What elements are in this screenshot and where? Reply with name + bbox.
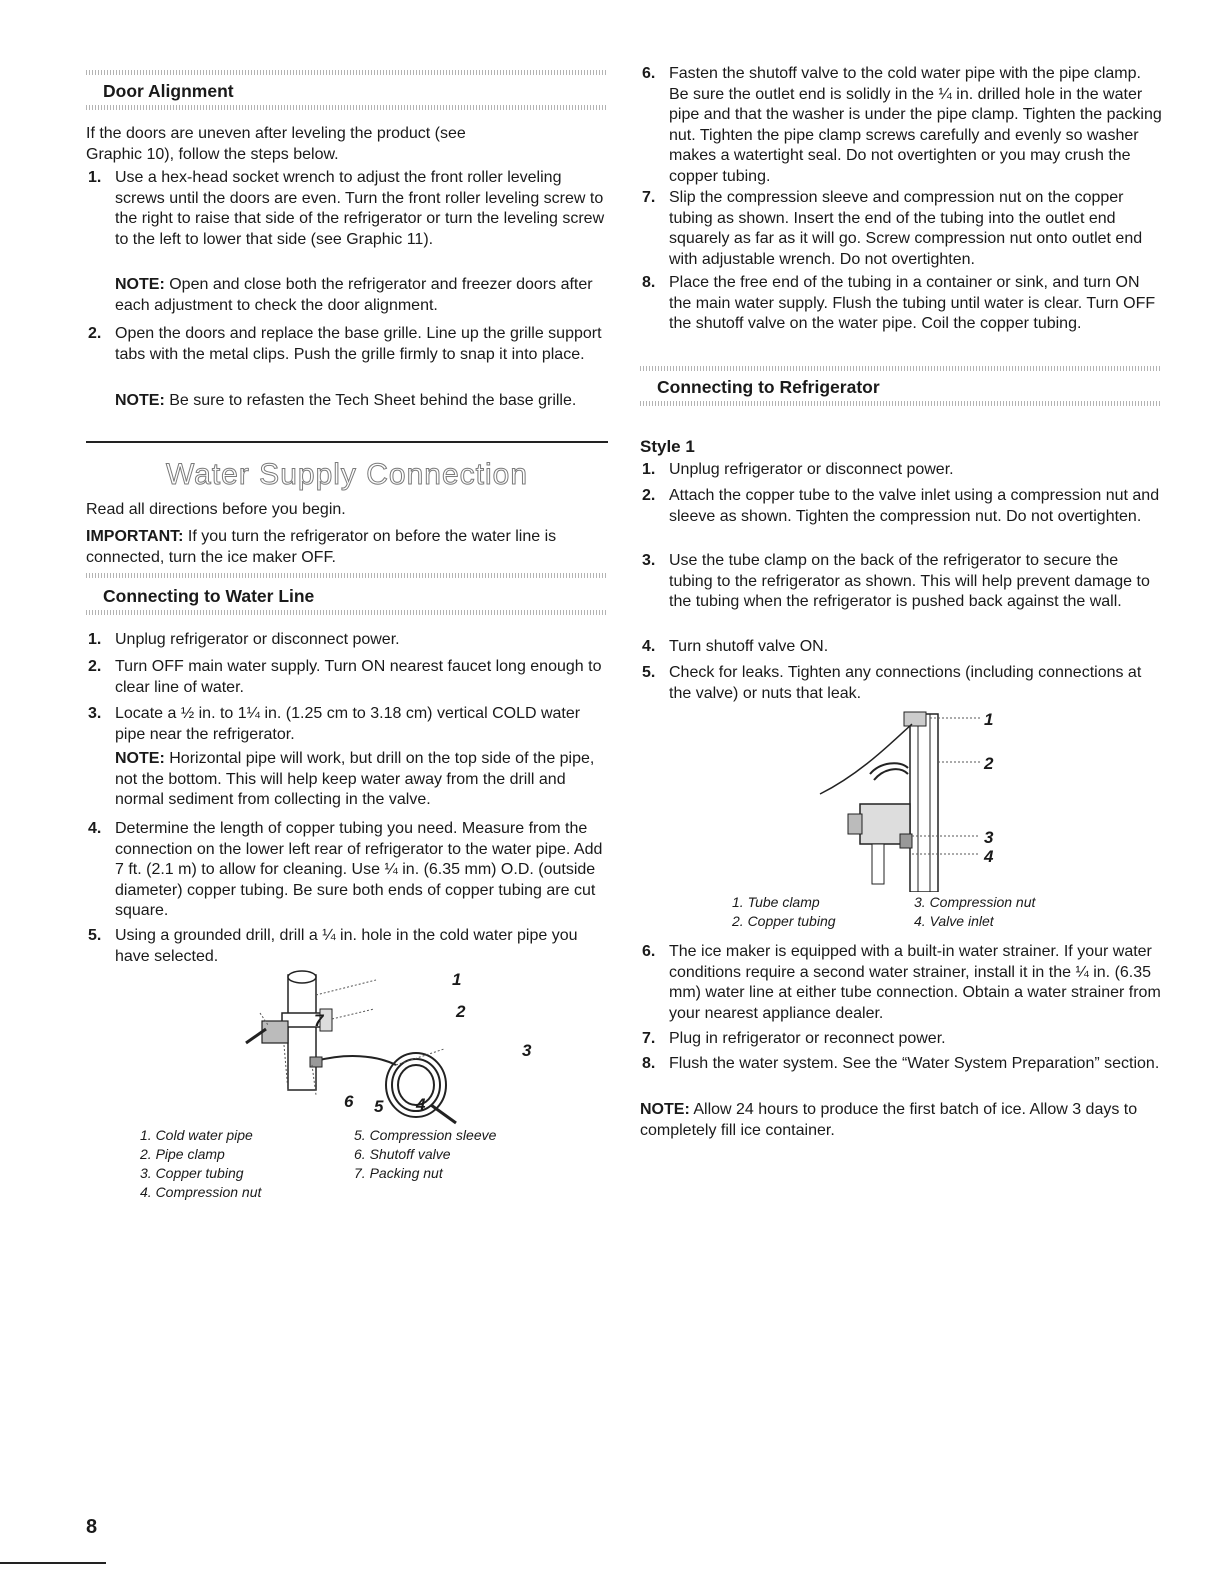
final-step-8: 8. Flush the water system. See the “Water System Preparation” section. — [642, 1055, 1160, 1072]
caption: 2. Pipe clamp — [140, 1146, 225, 1162]
fig1-callout-1: 1 — [452, 970, 462, 989]
door-step-1: 1. Use a hex-head socket wrench to adjust the front roller leveling screws until the doors are even. Turn the front roller leveling screw to the right to raise that side of the refrigerator or turn the leveling screw to the left to lower that side (see Graphic 11). — [88, 169, 605, 248]
final-note: NOTE: Allow 24 hours to produce the first batch of ice. Allow 3 days to completely fill ice container. — [640, 1101, 1138, 1139]
caption: 3. Compression nut — [914, 894, 1036, 910]
dotted-rule — [86, 610, 608, 615]
style-step-3: 3. Use the tube clamp on the back of the refrigerator to secure the tubing to the refrigerator as shown. This will help prevent damage to the tubing when the refrigerator is pushed back against the wall. — [642, 552, 1150, 610]
page-number: 8 — [86, 1516, 98, 1538]
dotted-rule — [640, 401, 1162, 406]
water-step-5: 5. Using a grounded drill, drill a ¼ in. hole in the cold water pipe you have selected. — [88, 927, 578, 965]
cont-step-6: 6. Fasten the shutoff valve to the cold water pipe with the pipe clamp. Be sure the outlet end is solidly in the ¼ in. drilled hole in the water pipe and that the washer is under the pipe clamp. Tighten the packing nut. Tighten the pipe clamp screws carefully and evenly so washer makes a watertight seal. Do not overtighten or you may crush the copper tubing. — [642, 65, 1162, 185]
door-alignment-heading: Door Alignment — [103, 81, 234, 101]
fig2-callout-4: 4 — [984, 847, 994, 866]
door-step-2: 2. Open the doors and replace the base grille. Line up the grille support tabs with the metal clips. Push the grille firmly to snap it into place. — [88, 325, 602, 363]
caption: 5. Compression sleeve — [354, 1127, 497, 1143]
fig1-callout-5: 5 — [374, 1097, 384, 1116]
fig1-callout-4: 4 — [416, 1095, 426, 1114]
dotted-rule — [86, 70, 608, 75]
caption: 6. Shutoff valve — [354, 1146, 451, 1162]
final-step-7: 7. Plug in refrigerator or reconnect power. — [642, 1030, 946, 1047]
important-text: IMPORTANT: If you turn the refrigerator on before the water line is connected, turn the ice maker OFF. — [86, 528, 557, 566]
water-line-illustration — [216, 965, 532, 1125]
fig1-callout-6: 6 — [344, 1092, 354, 1111]
caption: 7. Packing nut — [354, 1165, 443, 1181]
style-step-5: 5. Check for leaks. Tighten any connections (including connections at the valve) or nuts that leak. — [642, 664, 1142, 702]
fig2-callout-3: 3 — [984, 828, 994, 847]
valve-inlet-drawing — [800, 704, 1000, 892]
caption: 3. Copper tubing — [140, 1165, 244, 1181]
caption: 1. Tube clamp — [732, 894, 820, 910]
fig2-callout-2: 2 — [984, 754, 994, 773]
fig1-callout-7: 7 — [314, 1011, 324, 1030]
dotted-rule — [86, 105, 608, 110]
dotted-rule — [86, 573, 608, 578]
water-step-1: 1. Unplug refrigerator or disconnect power. — [88, 631, 400, 648]
fig2-callout-1: 1 — [984, 710, 994, 729]
water-supply-title: Water Supply Connection — [165, 458, 529, 491]
caption: 2. Copper tubing — [732, 913, 836, 929]
water-line-heading: Connecting to Water Line — [103, 586, 315, 606]
dotted-rule — [640, 366, 1162, 371]
caption: 4. Compression nut — [140, 1184, 262, 1200]
fig1-captions-col2 — [354, 1126, 574, 1183]
water-step-4: 4. Determine the length of copper tubing you need. Measure from the connection on the lower left rear of refrigerator to the water pipe. Add 7 ft. (2.1 m) to allow for cleaning. Use ¼ in. (6.35 mm) O.D. (outside diameter) copper tubing. Be sure both ends of copper tubing are cut square. — [88, 820, 603, 919]
cont-step-8: 8. Place the free end of the tubing in a container or sink, and turn ON the main water supply. Flush the tubing until water is clear. Turn OFF the shutoff valve on the water pipe. Coil the copper tubing. — [642, 274, 1156, 332]
section-rule — [86, 441, 608, 443]
fig1-callout-3: 3 — [522, 1041, 532, 1060]
style-step-2: 2. Attach the copper tube to the valve inlet using a compression nut and sleeve as shown. Tighten the compression nut. Do not overtighten. — [642, 487, 1160, 525]
fig2-captions-col2 — [914, 893, 1094, 931]
door-note-2: NOTE: Be sure to refasten the Tech Sheet behind the base grille. — [115, 392, 577, 409]
water-step-3: 3. Locate a ½ in. to 1¼ in. (1.25 cm to 3.18 cm) vertical COLD water pipe near the refrigerator. — [88, 705, 581, 743]
door-note-1: NOTE: Open and close both the refrigerator and freezer doors after each adjustment to check the door alignment. — [115, 276, 593, 314]
style-step-1: 1. Unplug refrigerator or disconnect power. — [642, 461, 954, 478]
water-note: NOTE: Horizontal pipe will work, but drill on the top side of the pipe, not the bottom. This will help keep water away from the drill and normal sediment from collecting in the valve. — [115, 750, 595, 808]
connecting-refrigerator-heading: Connecting to Refrigerator — [657, 377, 880, 397]
caption: 4. Valve inlet — [914, 913, 994, 929]
refrigerator-valve-illustration — [800, 704, 1000, 892]
style-label: Style 1 — [640, 437, 695, 456]
cont-step-7: 7. Slip the compression sleeve and compression nut on the copper tubing as shown. Insert the end of the tubing into the outlet end squarely as far as it will go. Screw compression nut onto outlet end with adjustable wrench. Do not overtighten. — [642, 189, 1143, 268]
water-step-2: 2. Turn OFF main water supply. Turn ON nearest faucet long enough to clear line of water. — [88, 658, 602, 696]
fig1-callout-2: 2 — [456, 1002, 466, 1021]
door-intro: If the doors are uneven after leveling the product (see Graphic 10), follow the steps below. — [86, 125, 466, 163]
final-step-6: 6. The ice maker is equipped with a built-in water strainer. If your water conditions require a second water strainer, install it in the ¼ in. (6.35 mm) water line at either tube connection. Obtain a water strainer from your nearest appliance dealer. — [642, 943, 1161, 1022]
fig1-captions-col1 — [140, 1126, 340, 1202]
style-step-4: 4. Turn shutoff valve ON. — [642, 638, 829, 655]
footer-rule — [0, 1562, 106, 1564]
fig2-captions-col1 — [732, 893, 882, 931]
caption: 1. Cold water pipe — [140, 1127, 253, 1143]
read-all-text: Read all directions before you begin. — [86, 501, 346, 518]
